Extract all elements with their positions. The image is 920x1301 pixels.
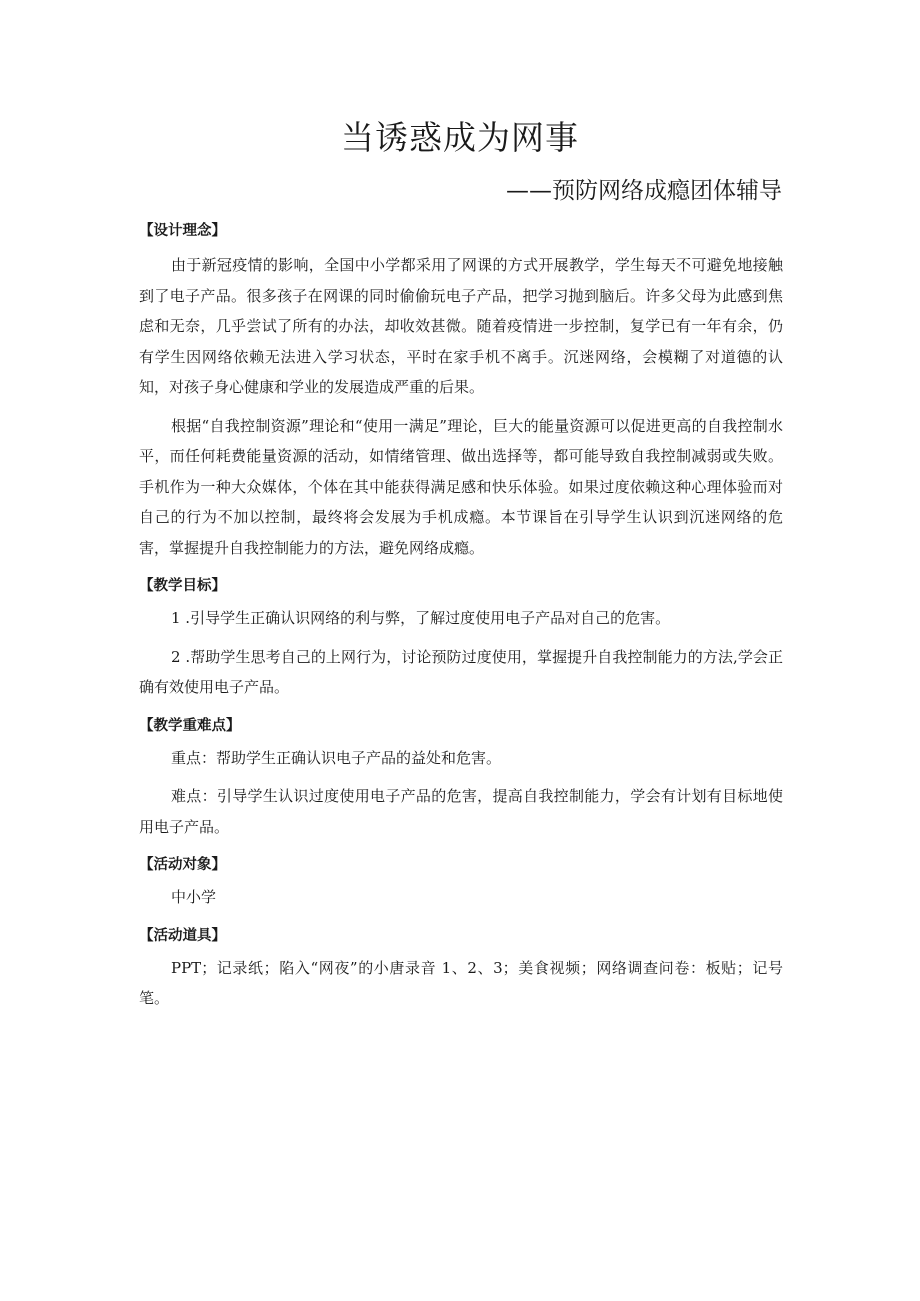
paragraph: 根据“自我控制资源”理论和“使用一满足”理论，巨大的能量资源可以促进更高的自我控制水平，而任何耗费能量资源的活动，如情绪管理、做出选择等，都可能导致自我控制减弱或失败。手机作为一种大众媒体，个体在其中能获得满足感和快乐体验。如果过度依赖这种心理体验而对自己的行为不加以控制，最终将会发展为手机成瘾。本节课旨在引导学生认识到沉迷网络的危害，掌握提升自我控制能力的方法，避免网络成瘾。 <box>139 416 783 557</box>
list-item: 1 .引导学生正确认识网络的利与弊，了解过度使用电子产品对自己的危害。 <box>171 609 671 627</box>
document-title: 当诱惑成为网事 <box>341 118 579 157</box>
paragraph: 难点：引导学生认识过度使用电子产品的危害，提高自我控制能力，学会有计划有目标地使用电子产品。 <box>139 787 783 836</box>
section-activity-materials <box>139 921 783 1014</box>
section-heading: 【设计理念】 <box>139 223 226 239</box>
section-key-difficult-points <box>139 711 783 843</box>
section-heading: 【活动对象】 <box>139 857 226 873</box>
section-activity-audience <box>139 850 783 913</box>
document-body <box>139 216 783 1022</box>
section-heading: 【活动道具】 <box>139 927 226 944</box>
section-heading: 【教学目标】 <box>139 578 226 594</box>
paragraph: 由于新冠疫情的影响，全国中小学都采用了网课的方式开展教学，学生每天不可避免地接触到了电子产品。很多孩子在网课的同时偷偷玩电子产品，把学习抛到脑后。许多父母为此感到焦虑和无奈，几乎尝试了所有的办法，却收效甚微。随着疫情进一步控制，复学已有一年有余，仍有学生因网络依赖无法进入学习状态，平时在家手机不离手。沉迷网络，会模糊了对道德的认知，对孩子身心健康和学业的发展造成严重的后果。 <box>139 256 783 396</box>
paragraph: 中小学 <box>171 888 217 906</box>
paragraph: PPT；记录纸；陷入“网夜”的小唐录音 1、2、3；美食视频；网络调查问卷：板贴；记号笔。 <box>139 958 783 1007</box>
section-teaching-goals <box>139 571 783 703</box>
section-heading: 【教学重难点】 <box>139 717 241 734</box>
list-item: 2 .帮助学生思考自己的上网行为，讨论预防过度使用，掌握提升自我控制能力的方法,学会正确有效使用电子产品。 <box>139 647 783 696</box>
document-subtitle: ——预防网络成瘾团体辅导 <box>506 178 782 204</box>
section-design-concept <box>139 216 783 563</box>
paragraph: 重点：帮助学生正确认识电子产品的益处和危害。 <box>171 748 502 767</box>
